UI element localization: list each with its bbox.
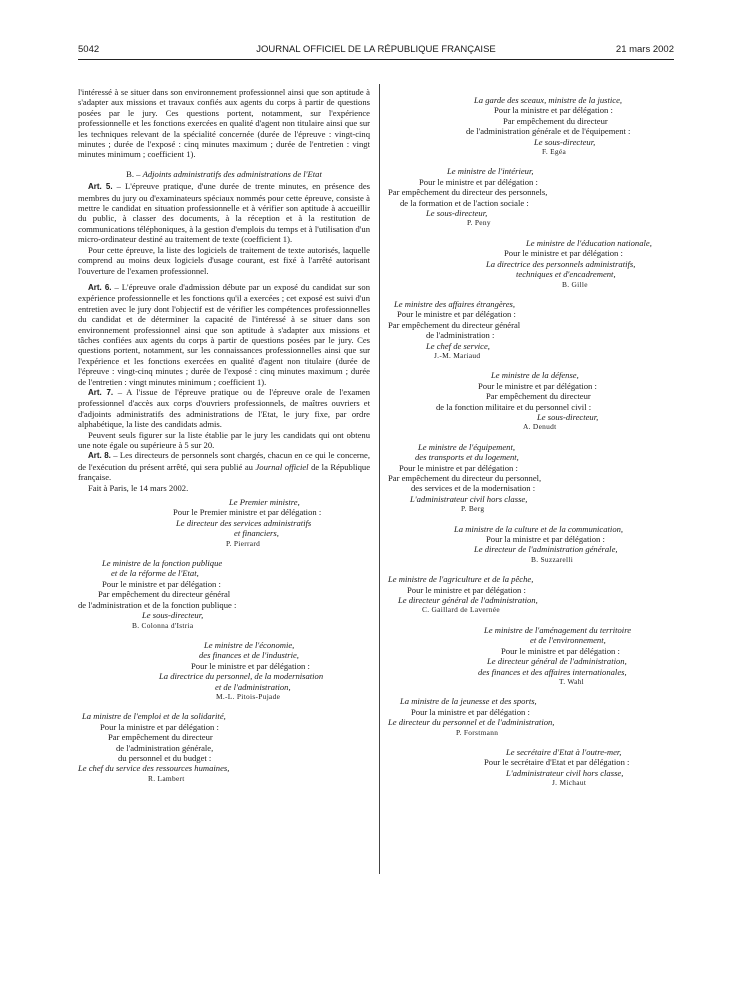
signature-equipement: [388, 442, 675, 515]
delegation-line: Pour le ministre et par délégation :: [419, 176, 538, 187]
signatory-title-continued: des finances et de l'industrie,: [199, 650, 299, 661]
article-7-paragraph-2: Peuvent seuls figurer sur la liste établie par le jury les candidats qui ont obtenu une note égale ou supérieure à 5 sur 20.: [78, 429, 370, 450]
article-5-label: Art. 5.: [88, 182, 113, 192]
signature-amenagement: [388, 625, 675, 687]
signatory-title: La ministre de la culture et de la communication,: [454, 523, 624, 534]
signatory-title: Le ministre de l'équipement,: [418, 441, 515, 452]
page-number: 5042: [78, 44, 100, 55]
article-8-text-a: – Les directeurs de personnels sont chargés, chacun en ce qui le concerne, de l'exécution du présent arrêté, qui sera publié au: [78, 450, 371, 472]
article-7: [78, 387, 370, 430]
empechement-line: Par empêchement du directeur général: [388, 319, 521, 330]
signatory-title-continued: et de la réforme de l'Etat,: [111, 568, 199, 579]
signature-culture: [388, 524, 675, 566]
signatory-role: Le sous-directeur,: [426, 208, 488, 219]
delegation-line: Pour le secrétaire d'Etat et par délégation :: [484, 757, 630, 768]
delegation-line: Pour le ministre et par délégation :: [407, 584, 526, 595]
delegation-line: Pour le ministre et par délégation :: [102, 578, 221, 589]
signatory-name: B. Gille: [562, 279, 588, 289]
article-5-text: – L'épreuve pratique, d'une durée de trente minutes, en présence des membres du jury ou d'examinateurs spéciaux nommés pour cette épreuve, consiste à mettre le candidat en situation professionnelle et à vérifier son aptitude à accueillir du public, à classer des documents, à la réception et à la restitution de communications téléphoniques, à la gestion d'emplois du temps et à l'utilisation d'un micro-ordinateur destiné au traitement de texte (coefficient 1).: [78, 181, 371, 245]
signatory-title: Le ministre de l'économie,: [204, 639, 295, 650]
delegation-line: Pour le Premier ministre et par délégation :: [173, 507, 322, 518]
article-8-journal: Journal officiel: [255, 461, 309, 472]
signatory-name: R. Lambert: [148, 773, 185, 783]
article-6-text: – L'épreuve orale d'admission débute par un exposé du candidat sur son expérience professionnelle et les fonctions qu'il a exercées ; cet exposé est suivi d'un entretien avec le jury dont l'objectif est de vérifier les compétences professionnelles du candidat et de déterminer la capacité de l'intéressé à se situer dans son environnement professionnel ainsi que son aptitude à s'adapter aux missions et tâches confiées aux agents du corps à partir de questions posées par le jury. Ces questions portent, notamment, sur les connaissances professionnelles ainsi que sur l'expérience et les fonctions exercées en qualité d'agent non titulaire (durée de l'épreuve : vingt-cinq minutes ; durée de l'exposé : cinq minutes maximum ; durée de l'entretien : vingt minutes minimum ; coefficient 1).: [78, 281, 370, 387]
signatory-name: A. Denudt: [523, 422, 557, 432]
signatory-title: Le Premier ministre,: [229, 497, 300, 508]
delegation-line: Pour la ministre et par délégation :: [100, 721, 219, 732]
issue-date: 21 mars 2002: [615, 44, 674, 55]
signatory-title: La garde des sceaux, ministre de la justice,: [474, 95, 623, 105]
signature-emploi: [78, 711, 370, 784]
signatory-role: L'administrateur civil hors classe,: [410, 493, 528, 504]
signatory-role: Le directeur des services administratifs: [176, 517, 312, 528]
column-divider: [379, 84, 380, 874]
signatory-name: J.-M. Mariaud: [434, 350, 481, 360]
signatory-role: Le directeur de l'administration générale,: [474, 544, 618, 555]
signatory-name: C. Gaillard de Lavernée: [422, 605, 500, 615]
signatory-title-continued: et de l'environnement,: [530, 635, 606, 646]
signature-defense: [388, 370, 675, 432]
signature-affaires-etrangeres: [388, 299, 675, 361]
empechement-line: Par empêchement du directeur des personnels,: [388, 187, 548, 198]
section-b-heading: [78, 169, 370, 179]
delegation-line: Pour le ministre et par délégation :: [397, 309, 516, 320]
right-column: [388, 87, 675, 789]
empechement-line-continued: de la fonction militaire et du personnel civil :: [436, 401, 592, 412]
article-6: [78, 282, 370, 387]
empechement-line-continued: de l'administration générale,: [116, 742, 214, 753]
signatory-title: Le ministre de l'éducation nationale,: [526, 237, 652, 248]
signatory-title: Le ministre de l'aménagement du territoire: [484, 624, 632, 635]
article-5-paragraph-2: Pour cette épreuve, la liste des logiciels de traitement de texte autorisés, laquelle comprend au moins deux logiciels d'usage courant, est fixé à l'arrêté autorisant l'ouverture de l'examen professionnel.: [78, 244, 370, 276]
signatory-role-continued: et financiers,: [234, 528, 279, 539]
article-8: [78, 450, 370, 482]
article-6-label: Art. 6.: [88, 282, 112, 292]
empechement-line: Par empêchement du directeur: [503, 115, 608, 126]
signatory-name: J. Michaut: [552, 778, 587, 788]
signatory-role: Le sous-directeur,: [142, 610, 204, 621]
signatory-role: Le chef du service des ressources humaines,: [78, 763, 230, 774]
empechement-line: Par empêchement du directeur: [486, 391, 591, 402]
signatory-name: P. Pierrard: [226, 538, 261, 548]
signatory-name: B. Colonna d'Istria: [132, 620, 194, 630]
signatory-role: La directrice du personnel, de la modernisation: [159, 671, 324, 682]
article-5: [78, 181, 370, 244]
signatory-name: P. Peny: [467, 218, 491, 228]
done-at: Fait à Paris, le 14 mars 2002.: [88, 482, 189, 493]
signature-economie: [78, 640, 370, 702]
empechement-line-continued: des services et de la modernisation :: [411, 483, 536, 494]
signatory-title: La ministre de l'emploi et de la solidarité,: [82, 711, 226, 722]
signature-interieur: [388, 166, 675, 228]
signatory-title: Le ministre de l'agriculture et de la pêche,: [388, 574, 534, 585]
signatory-title: Le secrétaire d'Etat à l'outre-mer,: [506, 746, 622, 757]
signature-premier-ministre: [78, 497, 370, 549]
signatory-role: Le sous-directeur,: [537, 411, 599, 422]
signatory-name: P. Berg: [461, 504, 485, 514]
empechement-line: Par empêchement du directeur général: [98, 589, 231, 600]
section-b-prefix: B. –: [126, 168, 143, 179]
signatory-name: M.-L. Pitois-Pujade: [216, 691, 281, 701]
signatory-role: La directrice des personnels administratifs,: [486, 258, 636, 269]
signatory-title-continued: des transports et du logement,: [415, 452, 519, 463]
empechement-line-continued: du personnel et du budget :: [118, 752, 212, 763]
signatory-title: Le ministre de l'intérieur,: [447, 166, 534, 177]
signature-jeunesse: [388, 696, 675, 738]
delegation-line: Pour la ministre et par délégation :: [411, 706, 530, 717]
intro-paragraph: l'intéressé à se situer dans son environnement professionnel ainsi que son aptitude à s'adapter aux missions et travaux confiés aux agents du corps à partir de questions posées par le jury. Ces questions portent, notamment, sur l'expérience professionnelle et les fonctions exercées en qualité d'agent non titulaire ainsi que sur les techniques relevant de la spécialité concernée (durée de l'épreuve : vingt-cinq minutes ; durée de l'exposé : cinq minutes maximum ; durée de l'entretien : vingt minutes minimum ; coefficient 1).: [78, 87, 370, 160]
signature-outre-mer: [388, 747, 675, 789]
signature-education: [388, 238, 675, 290]
signature-justice: [388, 95, 675, 157]
signatory-role-continued: et de l'administration,: [215, 681, 291, 692]
signatory-name: F. Egéa: [542, 147, 567, 157]
delegation-line: Pour la ministre et par délégation :: [486, 534, 605, 545]
signatory-name: B. Suzzarelli: [531, 554, 574, 564]
signature-agriculture: [388, 574, 675, 616]
article-8-text-b: de la République française.: [78, 461, 371, 483]
signatory-title: Le ministre de la défense,: [491, 370, 579, 381]
signatory-title: Le ministre des affaires étrangères,: [394, 298, 516, 309]
signatory-role-continued: techniques et d'encadrement,: [516, 269, 616, 280]
delegation-line: Pour le ministre et par délégation :: [501, 645, 620, 656]
signature-fonction-publique: [78, 558, 370, 631]
signatory-role-continued: des finances et des affaires internationales,: [478, 666, 627, 677]
signatory-role: Le chef de service,: [426, 340, 490, 351]
empechement-line-continued: de la formation et de l'action sociale :: [400, 197, 529, 208]
delegation-line: Pour la ministre et par délégation :: [494, 105, 613, 116]
signatory-name: P. Forstmann: [456, 727, 499, 737]
signatory-title: La ministre de la jeunesse et des sports,: [400, 696, 537, 707]
empechement-line-continued: de l'administration et de la fonction publique :: [78, 599, 237, 610]
signatory-role: L'administrateur civil hors classe,: [506, 767, 624, 778]
signatory-title: Le ministre de la fonction publique: [102, 558, 223, 569]
left-column: [78, 87, 370, 784]
signatory-name: T. Wahl: [559, 676, 585, 686]
signatory-role: Le directeur du personnel et de l'administration,: [388, 717, 555, 728]
signatory-role: Le sous-directeur,: [534, 136, 596, 147]
article-7-label: Art. 7.: [88, 387, 114, 397]
empechement-line: Par empêchement du directeur du personnel,: [388, 473, 542, 483]
empechement-line-continued: de l'administration :: [426, 330, 495, 341]
section-b-title: Adjoints administratifs des administrations de l'Etat: [142, 168, 322, 179]
article-7-text: – A l'issue de l'épreuve pratique ou de l'épreuve orale de l'examen professionnel d'accès aux corps d'ouvriers professionnels, de maîtres ouvriers et d'adjoints administratifs des administrations de l'Etat, le jury fixe, par ordre alphabétique, la liste des candidats admis.: [78, 386, 370, 430]
delegation-line: Pour le ministre et par délégation :: [191, 660, 310, 671]
article-8-label: Art. 8.: [88, 451, 111, 461]
journal-title: JOURNAL OFFICIEL DE LA RÉPUBLIQUE FRANÇAISE: [256, 44, 496, 55]
page-header: [78, 44, 674, 58]
delegation-line: Pour le ministre et par délégation :: [478, 380, 597, 391]
header-rule: [78, 59, 674, 60]
empechement-line-continued: de l'administration générale et de l'équipement :: [466, 126, 631, 137]
signatory-role: Le directeur général de l'administration,: [398, 595, 538, 606]
delegation-line: Pour le ministre et par délégation :: [399, 462, 518, 473]
signatory-role: Le directeur général de l'administration,: [487, 656, 627, 667]
delegation-line: Pour le ministre et par délégation :: [504, 248, 623, 259]
empechement-line: Par empêchement du directeur: [108, 732, 213, 743]
